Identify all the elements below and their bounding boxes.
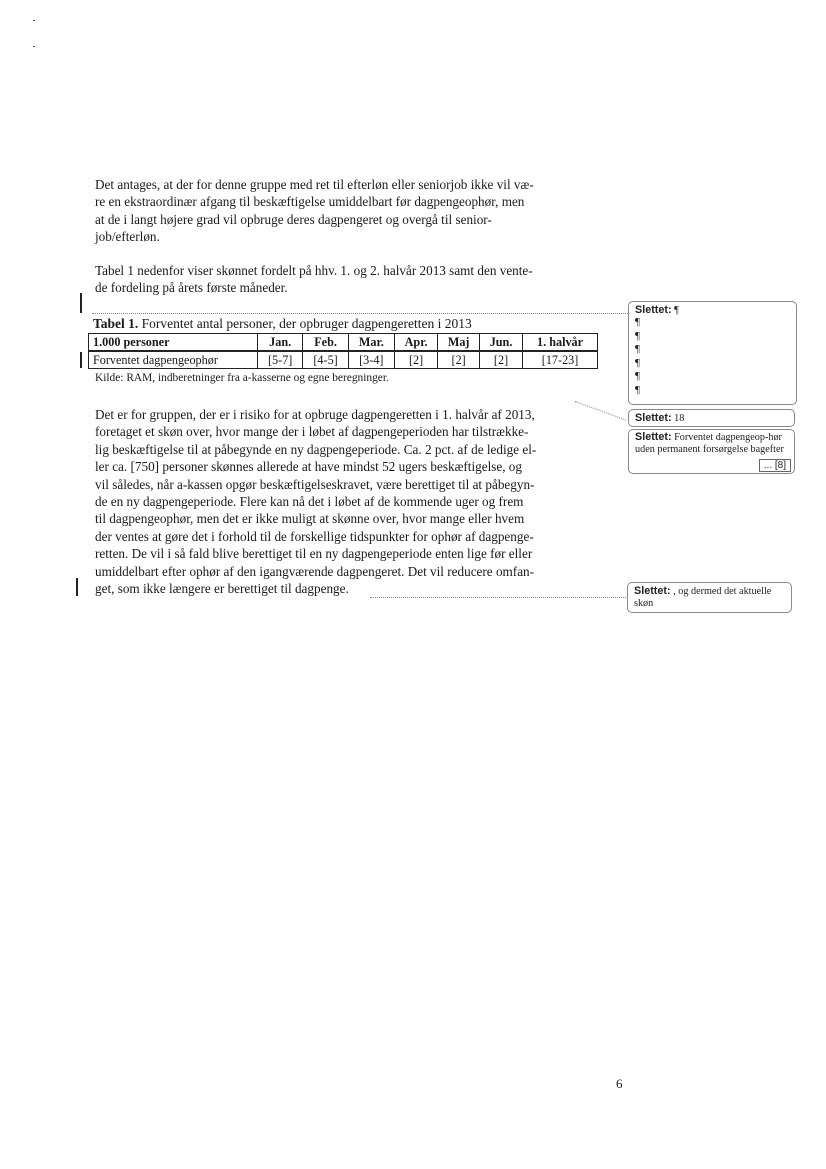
pilcrow: ¶ [635,316,640,328]
comment-label: Slettet: [635,304,672,316]
comment-text: , og dermed det aktuelle skøn [634,586,772,609]
text-line: de fordeling på årets første måneder. [95,280,288,296]
deleted-comment-balloon[interactable] [628,429,795,474]
comment-label: Slettet: [635,412,672,424]
paragraph-2 [95,262,533,297]
header-cell: Mar. [348,334,394,352]
scan-speck [33,46,35,47]
pilcrow: ¶ [635,370,640,382]
pilcrow: ¶ [635,329,640,342]
text-line: foretaget et skøn over, hvor mange der i løbet af dagpengeperioden har tilstrække- [95,424,529,440]
table-source: Kilde: RAM, indberetninger fra a-kasserne og egne beregninger. [95,372,389,384]
text-line: Det er for gruppen, der er i risiko for at opbruge dagpengeretten i 1. halvår af 2013, [95,407,535,422]
deleted-comment-balloon[interactable] [628,301,797,405]
paragraph-1 [95,176,534,246]
pilcrow-list [635,316,640,397]
text-line: re en ekstraordinær afgang til beskæftigelse umiddelbart før dagpengeophør, men [95,194,525,210]
comment-label: Slettet: [634,585,671,597]
text-line: retten. De vil i så fald blive berettiget til en ny dagpengeperiode enten lige før eller [95,546,533,562]
table-label: Tabel 1. [93,316,139,331]
change-bar [80,293,82,313]
change-bar [76,578,78,596]
header-cell: Apr. [394,334,437,352]
table-cell: Forventet dagpengeophør [89,351,258,369]
more-button[interactable]: ... [8] [759,459,791,473]
text-line: til dagpengeophør, men det er ikke muligt at skønne over, hvor mange eller hvem [95,511,525,527]
data-table [88,333,598,369]
text-line: Tabel 1 nedenfor viser skønnet fordelt på hhv. 1. og 2. halvår 2013 samt den vente- [95,263,533,278]
scan-speck [33,20,35,21]
comment-text: Forventet dagpengeop-hør uden permanent forsørgelse bagefter [635,432,784,455]
table-cell: [17-23] [523,351,598,369]
deleted-comment-balloon[interactable] [627,582,792,613]
table-cell: [2] [479,351,522,369]
text-line: umiddelbart efter ophør af den igangværende dagpengeret. Det vil reducere omfan- [95,563,535,579]
deleted-comment-balloon[interactable] [628,409,795,427]
text-line: Det antages, at der for denne gruppe med ret til efterløn eller seniorjob ikke vil væ- [95,177,534,192]
comment-text: ¶ [674,305,679,316]
comment-connector [575,401,626,420]
header-cell: Jan. [258,334,303,352]
table-cell: [4-5] [303,351,348,369]
page-number: 6 [616,1076,623,1091]
comment-label: Slettet: [635,431,672,443]
pilcrow: ¶ [635,356,640,369]
text-line: der ventes at gøre det i forhold til de forskellige tidspunkter for ophør af dagpenge- [95,528,534,544]
header-cell: 1.000 personer [89,334,258,352]
header-cell: Maj [438,334,480,352]
table-cell: [5-7] [258,351,303,369]
text-line: at de i langt højere grad vil opbruge deres dagpengeret og overgå til senior- [95,211,492,227]
table-cell: [2] [394,351,437,369]
text-line: vil således, når a-kassen opgør beskæftigelseskravet, være berettiget til at påbegyn- [95,476,535,492]
table-header-row [89,334,598,352]
comment-connector [92,313,628,314]
change-bar [80,352,82,368]
paragraph-3 [95,406,536,597]
text-line: lig beskæftigelse til at påbegynde en ny dagpengeperiode. Ca. 2 pct. af de ledige el- [95,441,537,457]
pilcrow: ¶ [635,343,640,355]
table-title [93,316,472,332]
pilcrow: ¶ [635,383,640,396]
comment-text: 18 [674,413,685,424]
header-cell: Feb. [303,334,348,352]
header-cell: 1. halvår [523,334,598,352]
table-cell: [3-4] [348,351,394,369]
header-cell: Jun. [479,334,522,352]
table-cell: [2] [438,351,480,369]
table-caption: Forventet antal personer, der opbruger dagpengeretten i 2013 [138,316,472,331]
text-line: ler ca. [750] personer skønnes allerede at have mindst 52 ugers beskæftigelse, og [95,459,522,475]
text-line: job/efterløn. [95,229,160,245]
text-line: de en ny dagpengeperiode. Flere kan nå det i løbet af de kommende uger og frem [95,494,524,510]
table-row [89,351,598,369]
text-line: get, som ikke længere er berettiget til dagpenge. [95,581,349,597]
